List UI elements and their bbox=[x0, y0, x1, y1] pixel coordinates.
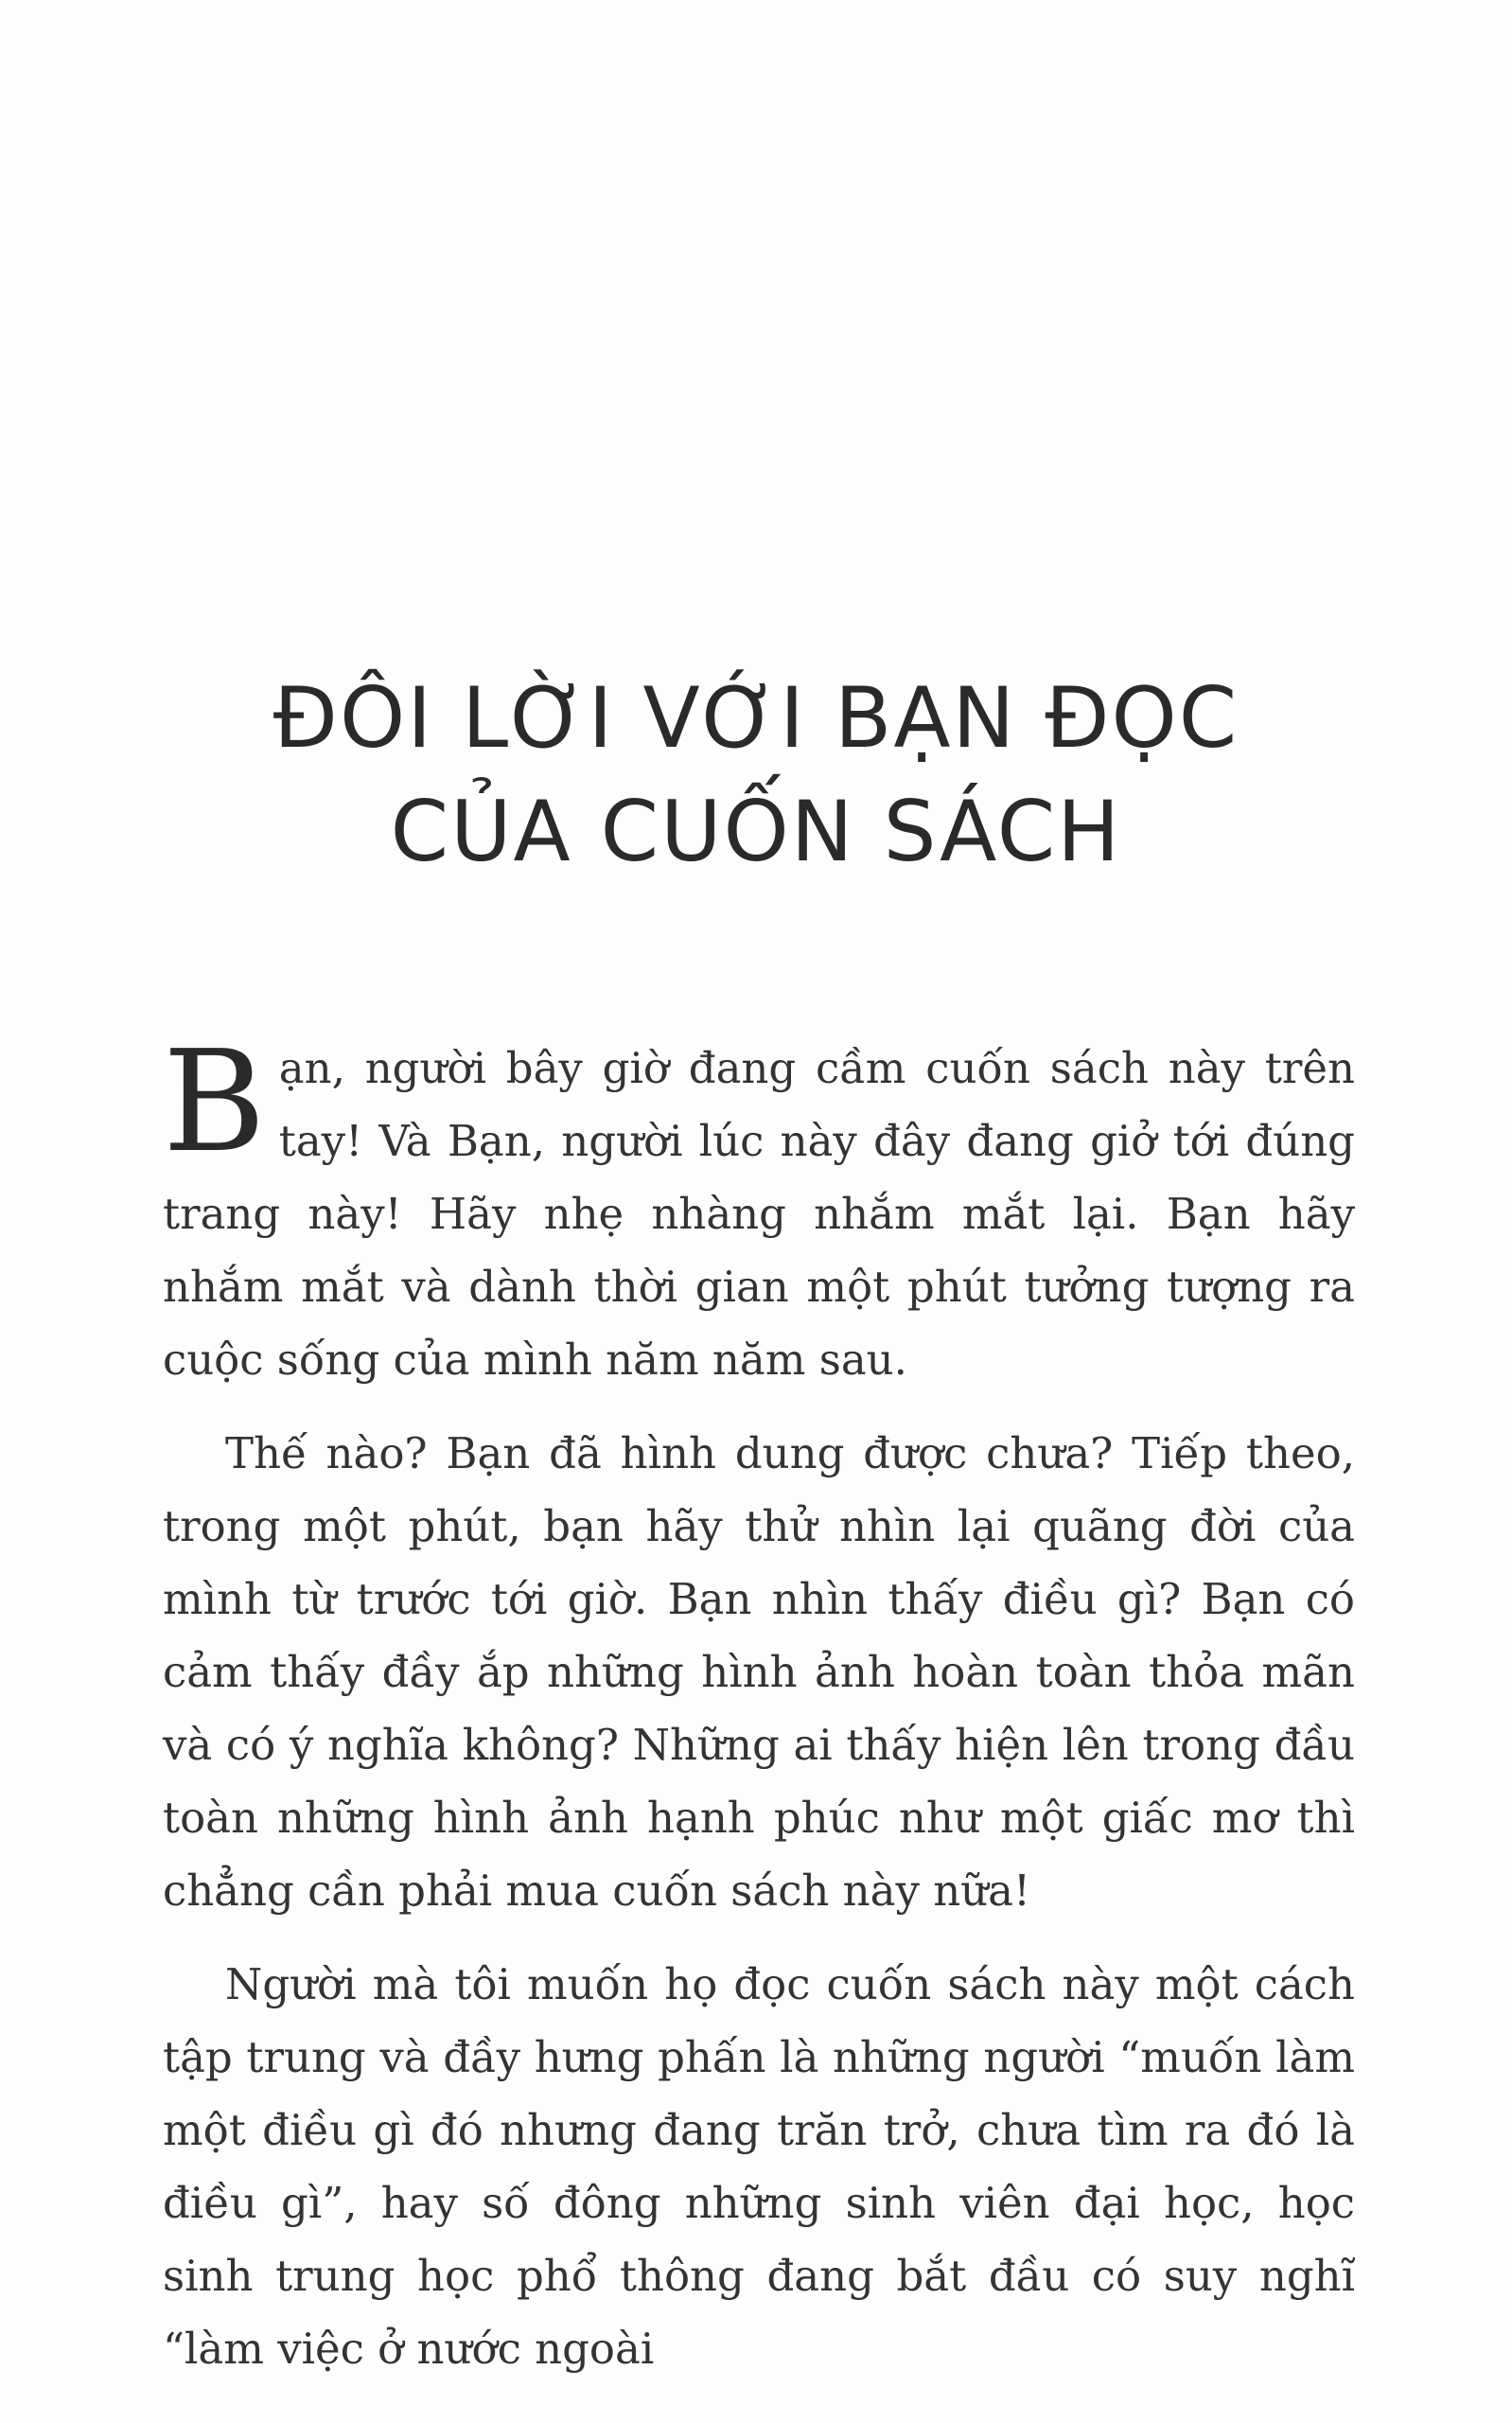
paragraph-1 bbox=[163, 1020, 1355, 1396]
paragraph-3: Người mà tôi muốn họ đọc cuốn sách này một cách tập trung và đầy hưng phấn là những người “muốn làm một điều gì đó nhưng đang trăn trở, chưa tìm ra đó là điều gì”, hay số đông những sinh viên đại học, học sinh trung học phổ thông đang bắt đầu có suy nghĩ “làm việc ở nước ngoài bbox=[163, 1959, 1355, 2374]
paragraph-1-text: ạn, người bây giờ đang cầm cuốn sách này trên tay! Và Bạn, người lúc này đây đang giở tới đúng trang này! Hãy nhẹ nhàng nhắm mắt lại. Bạn hãy nhắm mắt và dành thời gian một phút tưởng tượng ra cuộc sống của mình năm năm sau. bbox=[163, 1043, 1355, 1385]
chapter-title-line-1: ĐÔI LỜI VỚI BẠN ĐỌC bbox=[273, 668, 1239, 767]
body-text bbox=[163, 1020, 1355, 2406]
chapter-title bbox=[0, 662, 1512, 889]
drop-cap: B bbox=[163, 1020, 266, 1183]
paragraph-2: Thế nào? Bạn đã hình dung được chưa? Tiếp theo, trong một phút, bạn hãy thử nhìn lại quãng đời của mình từ trước tới giờ. Bạn nhìn thấy điều gì? Bạn có cảm thấy đầy ắp những hình ảnh hoàn toàn thỏa mãn và có ý nghĩa không? Những ai thấy hiện lên trong đầu toàn những hình ảnh hạnh phúc như một giấc mơ thì chẳng cần phải mua cuốn sách này nữa! bbox=[163, 1428, 1355, 1916]
chapter-title-line-2: CỦA CUỐN SÁCH bbox=[390, 782, 1122, 880]
